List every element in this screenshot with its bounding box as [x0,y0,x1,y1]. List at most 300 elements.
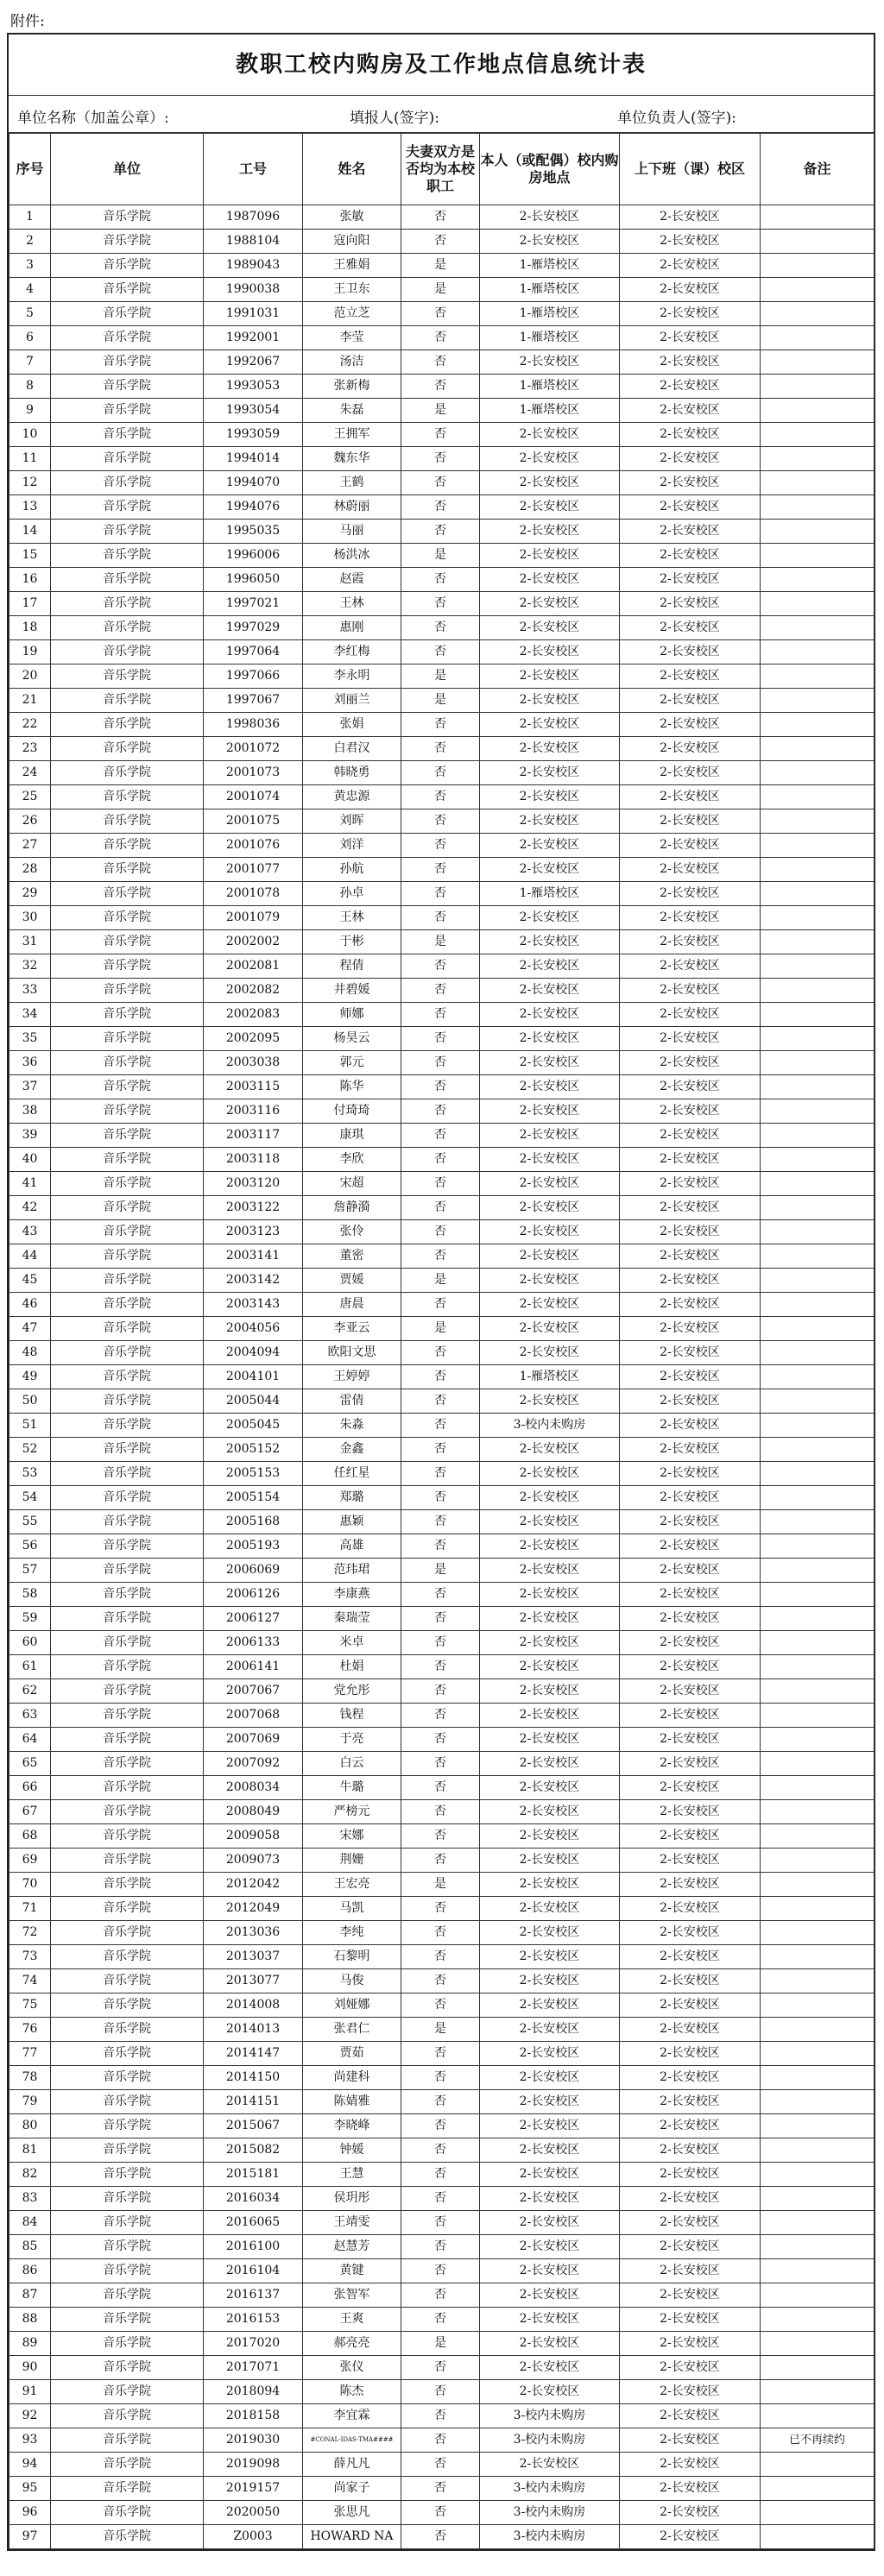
cell-campus: 2-长安校区 [620,1583,761,1607]
cell-note [761,1921,875,1945]
cell-unit: 音乐学院 [51,930,204,954]
cell-both-staff: 否 [401,1124,480,1148]
cell-id: 2019098 [204,2453,303,2477]
cell-no: 29 [9,882,51,906]
cell-campus: 2-长安校区 [620,350,761,375]
cell-name: 李纯 [303,1921,401,1945]
cell-both-staff: 否 [401,2356,480,2380]
cell-no: 74 [9,1969,51,1993]
table-row [9,1510,875,1534]
cell-house: 2-长安校区 [480,1124,620,1148]
table-row [9,882,875,906]
cell-name: 范立芝 [303,302,401,326]
cell-both-staff: 是 [401,399,480,423]
cell-campus: 2-长安校区 [620,326,761,350]
cell-campus: 2-长安校区 [620,713,761,737]
cell-house: 3-校内未购房 [480,2525,620,2549]
cell-house: 3-校内未购房 [480,2501,620,2525]
cell-id: 2016034 [204,2187,303,2211]
cell-both-staff: 否 [401,1293,480,1317]
table-row [9,1704,875,1728]
table-row [9,2018,875,2042]
table-body [9,205,875,2549]
cell-unit: 音乐学院 [51,2525,204,2549]
form-frame [7,33,875,2551]
table-row [9,278,875,302]
cell-campus: 2-长安校区 [620,1655,761,1679]
cell-campus: 2-长安校区 [620,1824,761,1849]
cell-no: 84 [9,2211,51,2235]
table-row [9,1607,875,1631]
cell-campus: 2-长安校区 [620,2332,761,2356]
cell-unit: 音乐学院 [51,1099,204,1124]
cell-name: 王林 [303,592,401,616]
cell-both-staff: 否 [401,1945,480,1969]
cell-no: 56 [9,1534,51,1559]
cell-id: 2003118 [204,1148,303,1172]
cell-house: 2-长安校区 [480,2453,620,2477]
cell-unit: 音乐学院 [51,1389,204,1414]
cell-campus: 2-长安校区 [620,1510,761,1534]
cell-note [761,1824,875,1849]
cell-no: 70 [9,1873,51,1897]
cell-id: 2001073 [204,761,303,785]
cell-id: 2015082 [204,2138,303,2163]
cell-id: 2007068 [204,1704,303,1728]
cell-no: 18 [9,616,51,640]
cell-unit: 音乐学院 [51,1993,204,2018]
cell-unit: 音乐学院 [51,1969,204,1993]
cell-id: 2014151 [204,2090,303,2114]
cell-unit: 音乐学院 [51,1462,204,1486]
cell-name: 杨洪冰 [303,544,401,568]
cell-note [761,785,875,809]
table-row [9,858,875,882]
cell-unit: 音乐学院 [51,979,204,1003]
table-row [9,1655,875,1679]
cell-unit: 音乐学院 [51,302,204,326]
cell-house: 2-长安校区 [480,1003,620,1027]
table-row [9,230,875,254]
cell-name: 王慧 [303,2163,401,2187]
cell-house: 2-长安校区 [480,230,620,254]
cell-note [761,1027,875,1051]
cell-campus: 2-长安校区 [620,544,761,568]
cell-campus: 2-长安校区 [620,278,761,302]
cell-no: 64 [9,1728,51,1752]
cell-note [761,1510,875,1534]
cell-unit: 音乐学院 [51,2501,204,2525]
cell-note [761,858,875,882]
cell-house: 2-长安校区 [480,1051,620,1075]
cell-both-staff: 否 [401,2114,480,2138]
cell-both-staff: 否 [401,1679,480,1704]
cell-name: 韩晓勇 [303,761,401,785]
cell-note [761,737,875,761]
cell-both-staff: 否 [401,1341,480,1365]
cell-house: 2-长安校区 [480,689,620,713]
attachment-label: 附件: [10,13,45,30]
cell-name: 朱淼 [303,1414,401,1438]
cell-no: 34 [9,1003,51,1027]
cell-no: 71 [9,1897,51,1921]
table-row [9,1824,875,1849]
cell-note [761,2066,875,2090]
cell-house: 2-长安校区 [480,1510,620,1534]
cell-note [761,2018,875,2042]
table-row [9,785,875,809]
cell-house: 1-雁塔校区 [480,254,620,278]
table-row [9,1051,875,1075]
cell-campus: 2-长安校区 [620,1462,761,1486]
col-header-name: 姓名 [303,134,401,205]
table-row [9,979,875,1003]
cell-no: 86 [9,2259,51,2283]
cell-id: 2003122 [204,1196,303,1220]
cell-id: 2009073 [204,1849,303,1873]
cell-campus: 2-长安校区 [620,568,761,592]
cell-id: 2003123 [204,1220,303,1244]
table-row [9,2114,875,2138]
cell-house: 2-长安校区 [480,809,620,834]
cell-unit: 音乐学院 [51,1244,204,1269]
cell-campus: 2-长安校区 [620,2114,761,2138]
cell-no: 48 [9,1341,51,1365]
cell-note [761,1003,875,1027]
cell-id: 1997021 [204,592,303,616]
cell-note [761,423,875,447]
table-row [9,302,875,326]
cell-unit: 音乐学院 [51,2332,204,2356]
table-row [9,834,875,858]
cell-id: 2002083 [204,1003,303,1027]
cell-house: 2-长安校区 [480,2380,620,2404]
cell-no: 81 [9,2138,51,2163]
cell-both-staff: 是 [401,1873,480,1897]
cell-id: 2017020 [204,2332,303,2356]
cell-house: 2-长安校区 [480,1293,620,1317]
cell-note: 已不再续约 [761,2428,875,2453]
cell-unit: 音乐学院 [51,1196,204,1220]
cell-name: 白君汉 [303,737,401,761]
cell-both-staff: 否 [401,471,480,495]
cell-no: 66 [9,1776,51,1800]
cell-campus: 2-长安校区 [620,2356,761,2380]
cell-campus: 2-长安校区 [620,2042,761,2066]
cell-both-staff: 否 [401,785,480,809]
cell-house: 2-长安校区 [480,1534,620,1559]
cell-no: 58 [9,1583,51,1607]
cell-name: 董密 [303,1244,401,1269]
cell-house: 2-长安校区 [480,1849,620,1873]
cell-name: 李晓峰 [303,2114,401,2138]
cell-both-staff: 否 [401,1486,480,1510]
cell-note [761,906,875,930]
cell-id: 2003116 [204,1099,303,1124]
cell-house: 2-长安校区 [480,1269,620,1293]
cell-both-staff: 否 [401,1462,480,1486]
cell-both-staff: 否 [401,326,480,350]
cell-house: 2-长安校区 [480,2308,620,2332]
table-row [9,1196,875,1220]
col-header-no: 序号 [9,134,51,205]
cell-id: 1994076 [204,495,303,520]
cell-id: 1994070 [204,471,303,495]
cell-both-staff: 否 [401,1969,480,1993]
cell-no: 45 [9,1269,51,1293]
cell-id: 1993053 [204,375,303,399]
cell-unit: 音乐学院 [51,1341,204,1365]
cell-note [761,713,875,737]
cell-both-staff: 否 [401,2138,480,2163]
cell-id: 2003143 [204,1293,303,1317]
cell-id: Z0003 [204,2525,303,2549]
cell-note [761,2525,875,2549]
cell-campus: 2-长安校区 [620,1124,761,1148]
page-title: 教职工校内购房及工作地点信息统计表 [9,35,874,96]
cell-unit: 音乐学院 [51,205,204,230]
table-row [9,1993,875,2018]
cell-unit: 音乐学院 [51,1220,204,1244]
cell-campus: 2-长安校区 [620,1607,761,1631]
cell-no: 88 [9,2308,51,2332]
table-row [9,2477,875,2501]
cell-name: 荆姗 [303,1849,401,1873]
table-row [9,1389,875,1414]
cell-unit: 音乐学院 [51,447,204,471]
table-row [9,2042,875,2066]
cell-no: 38 [9,1099,51,1124]
cell-campus: 2-长安校区 [620,930,761,954]
cell-name: 严榜元 [303,1800,401,1824]
cell-house: 2-长安校区 [480,906,620,930]
cell-name: 杨昊云 [303,1027,401,1051]
table-row [9,2211,875,2235]
cell-unit: 音乐学院 [51,2090,204,2114]
cell-campus: 2-长安校区 [620,592,761,616]
cell-no: 73 [9,1945,51,1969]
cell-name: 魏东华 [303,447,401,471]
table-row [9,737,875,761]
cell-id: 2013077 [204,1969,303,1993]
cell-house: 2-长安校区 [480,1172,620,1196]
cell-house: 2-长安校区 [480,1196,620,1220]
cell-id: 2012042 [204,1873,303,1897]
cell-both-staff: 否 [401,205,480,230]
cell-both-staff: 否 [401,1993,480,2018]
table-row [9,1438,875,1462]
cell-id: 2003117 [204,1124,303,1148]
cell-no: 13 [9,495,51,520]
cell-no: 30 [9,906,51,930]
cell-campus: 2-长安校区 [620,1148,761,1172]
cell-campus: 2-长安校区 [620,1969,761,1993]
cell-both-staff: 否 [401,1438,480,1462]
cell-both-staff: 否 [401,1631,480,1655]
cell-campus: 2-长安校区 [620,1075,761,1099]
cell-note [761,1993,875,2018]
table-row [9,254,875,278]
cell-both-staff: 是 [401,278,480,302]
cell-unit: 音乐学院 [51,230,204,254]
cell-both-staff: 否 [401,520,480,544]
table-row [9,1099,875,1124]
cell-campus: 2-长安校区 [620,1679,761,1704]
cell-campus: 2-长安校区 [620,471,761,495]
cell-name: 王靖雯 [303,2211,401,2235]
cell-unit: 音乐学院 [51,1051,204,1075]
cell-unit: 音乐学院 [51,2453,204,2477]
cell-no: 12 [9,471,51,495]
cell-note [761,1414,875,1438]
cell-id: 2014008 [204,1993,303,2018]
cell-house: 3-校内未购房 [480,1414,620,1438]
cell-name: 任红星 [303,1462,401,1486]
cell-unit: 音乐学院 [51,1704,204,1728]
cell-id: 1993054 [204,399,303,423]
cell-house: 2-长安校区 [480,495,620,520]
col-header-id: 工号 [204,134,303,205]
cell-campus: 2-长安校区 [620,1849,761,1873]
cell-both-staff: 否 [401,1003,480,1027]
cell-both-staff: 否 [401,2235,480,2259]
cell-campus: 2-长安校区 [620,640,761,664]
cell-both-staff: 是 [401,689,480,713]
cell-name: 李亚云 [303,1317,401,1341]
cell-no: 8 [9,375,51,399]
cell-id: 2014150 [204,2066,303,2090]
cell-campus: 2-长安校区 [620,2428,761,2453]
cell-note [761,2114,875,2138]
cell-id: 2020050 [204,2501,303,2525]
table-row [9,2259,875,2283]
cell-both-staff: 是 [401,664,480,689]
cell-id: 2014013 [204,2018,303,2042]
cell-unit: 音乐学院 [51,1003,204,1027]
cell-id: 2012049 [204,1897,303,1921]
cell-name: #CONAL-IDAS-TMA#### [303,2428,401,2453]
cell-unit: 音乐学院 [51,1365,204,1389]
table-row [9,1244,875,1269]
cell-note [761,205,875,230]
cell-no: 89 [9,2332,51,2356]
table-row [9,205,875,230]
cell-both-staff: 是 [401,1559,480,1583]
cell-house: 2-长安校区 [480,1776,620,1800]
table-row [9,1293,875,1317]
cell-no: 31 [9,930,51,954]
cell-id: 2017071 [204,2356,303,2380]
cell-unit: 音乐学院 [51,1148,204,1172]
cell-house: 1-雁塔校区 [480,1365,620,1389]
cell-both-staff: 否 [401,2428,480,2453]
cell-no: 35 [9,1027,51,1051]
cell-no: 32 [9,954,51,979]
cell-id: 2006133 [204,1631,303,1655]
cell-house: 2-长安校区 [480,1679,620,1704]
table-row [9,761,875,785]
cell-id: 2018094 [204,2380,303,2404]
cell-name: 王卫东 [303,278,401,302]
cell-id: 2016153 [204,2308,303,2332]
cell-no: 1 [9,205,51,230]
table-row [9,1752,875,1776]
cell-both-staff: 否 [401,809,480,834]
cell-unit: 音乐学院 [51,592,204,616]
cell-no: 24 [9,761,51,785]
cell-campus: 2-长安校区 [620,1631,761,1655]
cell-unit: 音乐学院 [51,906,204,930]
cell-both-staff: 否 [401,1824,480,1849]
cell-name: 范玮珺 [303,1559,401,1583]
cell-note [761,1365,875,1389]
cell-no: 77 [9,2042,51,2066]
table-row [9,1728,875,1752]
cell-name: 尚建科 [303,2066,401,2090]
cell-no: 22 [9,713,51,737]
cell-campus: 2-长安校区 [620,1993,761,2018]
cell-no: 20 [9,664,51,689]
cell-note [761,1583,875,1607]
cell-unit: 音乐学院 [51,954,204,979]
cell-note [761,1196,875,1220]
cell-name: 高雄 [303,1534,401,1559]
table-row [9,1534,875,1559]
cell-id: 2002082 [204,979,303,1003]
cell-no: 54 [9,1486,51,1510]
cell-house: 3-校内未购房 [480,2404,620,2428]
cell-name: 马凯 [303,1897,401,1921]
table-row [9,640,875,664]
cell-unit: 音乐学院 [51,858,204,882]
cell-unit: 音乐学院 [51,423,204,447]
cell-house: 2-长安校区 [480,1824,620,1849]
cell-name: HOWARD NA [303,2525,401,2549]
cell-note [761,302,875,326]
table-row [9,1486,875,1510]
cell-id: 2002002 [204,930,303,954]
cell-campus: 2-长安校区 [620,1728,761,1752]
cell-no: 95 [9,2477,51,2501]
cell-no: 55 [9,1510,51,1534]
cell-note [761,2259,875,2283]
cell-note [761,254,875,278]
cell-house: 1-雁塔校区 [480,326,620,350]
cell-unit: 音乐学院 [51,2404,204,2428]
cell-house: 2-长安校区 [480,2066,620,2090]
cell-house: 2-长安校区 [480,1993,620,2018]
cell-name: 张仪 [303,2356,401,2380]
cell-note [761,1849,875,1873]
cell-campus: 2-长安校区 [620,205,761,230]
cell-house: 1-雁塔校区 [480,882,620,906]
cell-name: 杜娟 [303,1655,401,1679]
cell-no: 43 [9,1220,51,1244]
cell-house: 2-长安校区 [480,1148,620,1172]
table-row [9,375,875,399]
cell-campus: 2-长安校区 [620,1196,761,1220]
cell-note [761,2380,875,2404]
cell-house: 2-长安校区 [480,1752,620,1776]
cell-id: 1997067 [204,689,303,713]
cell-both-staff: 否 [401,761,480,785]
table-row [9,350,875,375]
table-row [9,1776,875,1800]
cell-note [761,1220,875,1244]
cell-name: 白云 [303,1752,401,1776]
cell-note [761,230,875,254]
cell-unit: 音乐学院 [51,1776,204,1800]
